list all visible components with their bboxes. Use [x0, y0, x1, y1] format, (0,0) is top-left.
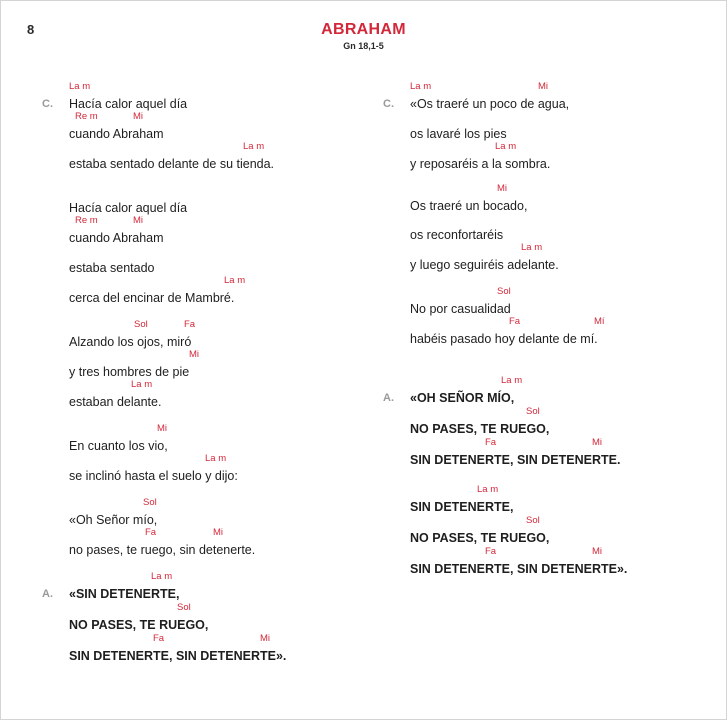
lyric-line: Hacía calor aquel día [69, 201, 188, 215]
chord-label: Mi [133, 215, 144, 226]
lyric-line: Hacía calor aquel día [69, 97, 188, 111]
chord-label: La m [477, 484, 499, 495]
chord-label: Sol [143, 497, 157, 508]
voice-marker: A. [42, 588, 53, 600]
chord-label: Sol [526, 406, 540, 417]
lyric-line: os lavaré los pies [410, 127, 507, 141]
lyric-line: SIN DETENERTE, SIN DETENERTE». [69, 649, 287, 663]
chord-label: Mí [594, 316, 605, 327]
chord-label: La m [495, 141, 517, 152]
lyric-line: SIN DETENERTE, [410, 500, 514, 514]
lyric-line: y tres hombres de pie [69, 365, 190, 379]
voice-marker: A. [383, 392, 394, 404]
chord-label: Sol [497, 286, 511, 297]
lyric-line: SIN DETENERTE, SIN DETENERTE. [410, 453, 621, 467]
chord-label: La m [205, 453, 227, 464]
chord-label: Sol [526, 515, 540, 526]
chord-label: Mi [133, 111, 144, 122]
chord-label: Fa [153, 633, 165, 644]
lyric-line: Os traeré un bocado, [410, 199, 528, 213]
lyric-line: «SIN DETENERTE, [69, 587, 180, 601]
chord-label: Mi [497, 183, 508, 194]
lyric-line: cuando Abraham [69, 127, 164, 141]
lyric-line: NO PASES, TE RUEGO, [410, 531, 550, 545]
bible-reference: Gn 18,1-5 [343, 41, 384, 51]
lyric-line: «Oh Señor mío, [69, 513, 158, 527]
lyric-line: SIN DETENERTE, SIN DETENERTE». [410, 562, 628, 576]
voice-marker: C. [383, 98, 394, 110]
chord-label: Sol [134, 319, 148, 330]
lyric-line: NO PASES, TE RUEGO, [410, 422, 550, 436]
chord-label: Mi [189, 349, 200, 360]
lyric-line: No por casualidad [410, 302, 511, 316]
page-number: 8 [27, 22, 35, 37]
chord-label: La m [69, 81, 91, 92]
chord-label: Mi [538, 81, 549, 92]
chord-label: Mi [157, 423, 168, 434]
chord-label: Re m [75, 215, 98, 226]
chord-label: Fa [485, 546, 497, 557]
lyric-line: estaban delante. [69, 395, 162, 409]
lyric-line: «Os traeré un poco de agua, [410, 97, 570, 111]
chord-label: La m [243, 141, 265, 152]
song-title: ABRAHAM [321, 21, 406, 38]
lyric-line: cuando Abraham [69, 231, 164, 245]
chord-label: Fa [509, 316, 521, 327]
lyric-line: NO PASES, TE RUEGO, [69, 618, 209, 632]
chord-label: Re m [75, 111, 98, 122]
lyric-line: os reconfortaréis [410, 228, 504, 242]
chord-label: Sol [177, 602, 191, 613]
voice-marker: C. [42, 98, 53, 110]
lyric-line: En cuanto los vio, [69, 439, 168, 453]
lyric-line: estaba sentado delante de su tienda. [69, 157, 275, 171]
chord-label: Mi [592, 546, 603, 557]
lyric-line: cerca del encinar de Mambré. [69, 291, 235, 305]
chord-label: La m [501, 375, 523, 386]
lyric-line: y reposaréis a la sombra. [410, 157, 551, 171]
lyric-line: «OH SEÑOR MÍO, [410, 391, 515, 405]
chord-label: La m [521, 242, 543, 253]
chord-label: Mi [260, 633, 271, 644]
lyric-line: habéis pasado hoy delante de mí. [410, 332, 598, 346]
chord-label: La m [224, 275, 246, 286]
chord-label: Fa [145, 527, 157, 538]
lyric-line: no pases, te ruego, sin detenerte. [69, 543, 256, 557]
chord-label: Mi [213, 527, 224, 538]
lyric-line: se inclinó hasta el suelo y dijo: [69, 469, 238, 483]
chord-label: La m [131, 379, 153, 390]
chord-label: Mi [592, 437, 603, 448]
lyric-line: y luego seguiréis adelante. [410, 258, 559, 272]
chord-label: La m [151, 571, 173, 582]
lyric-line: estaba sentado [69, 261, 155, 275]
chord-label: La m [410, 81, 432, 92]
lyric-line: Alzando los ojos, miró [69, 335, 192, 349]
chord-label: Fa [184, 319, 196, 330]
chord-label: Fa [485, 437, 497, 448]
